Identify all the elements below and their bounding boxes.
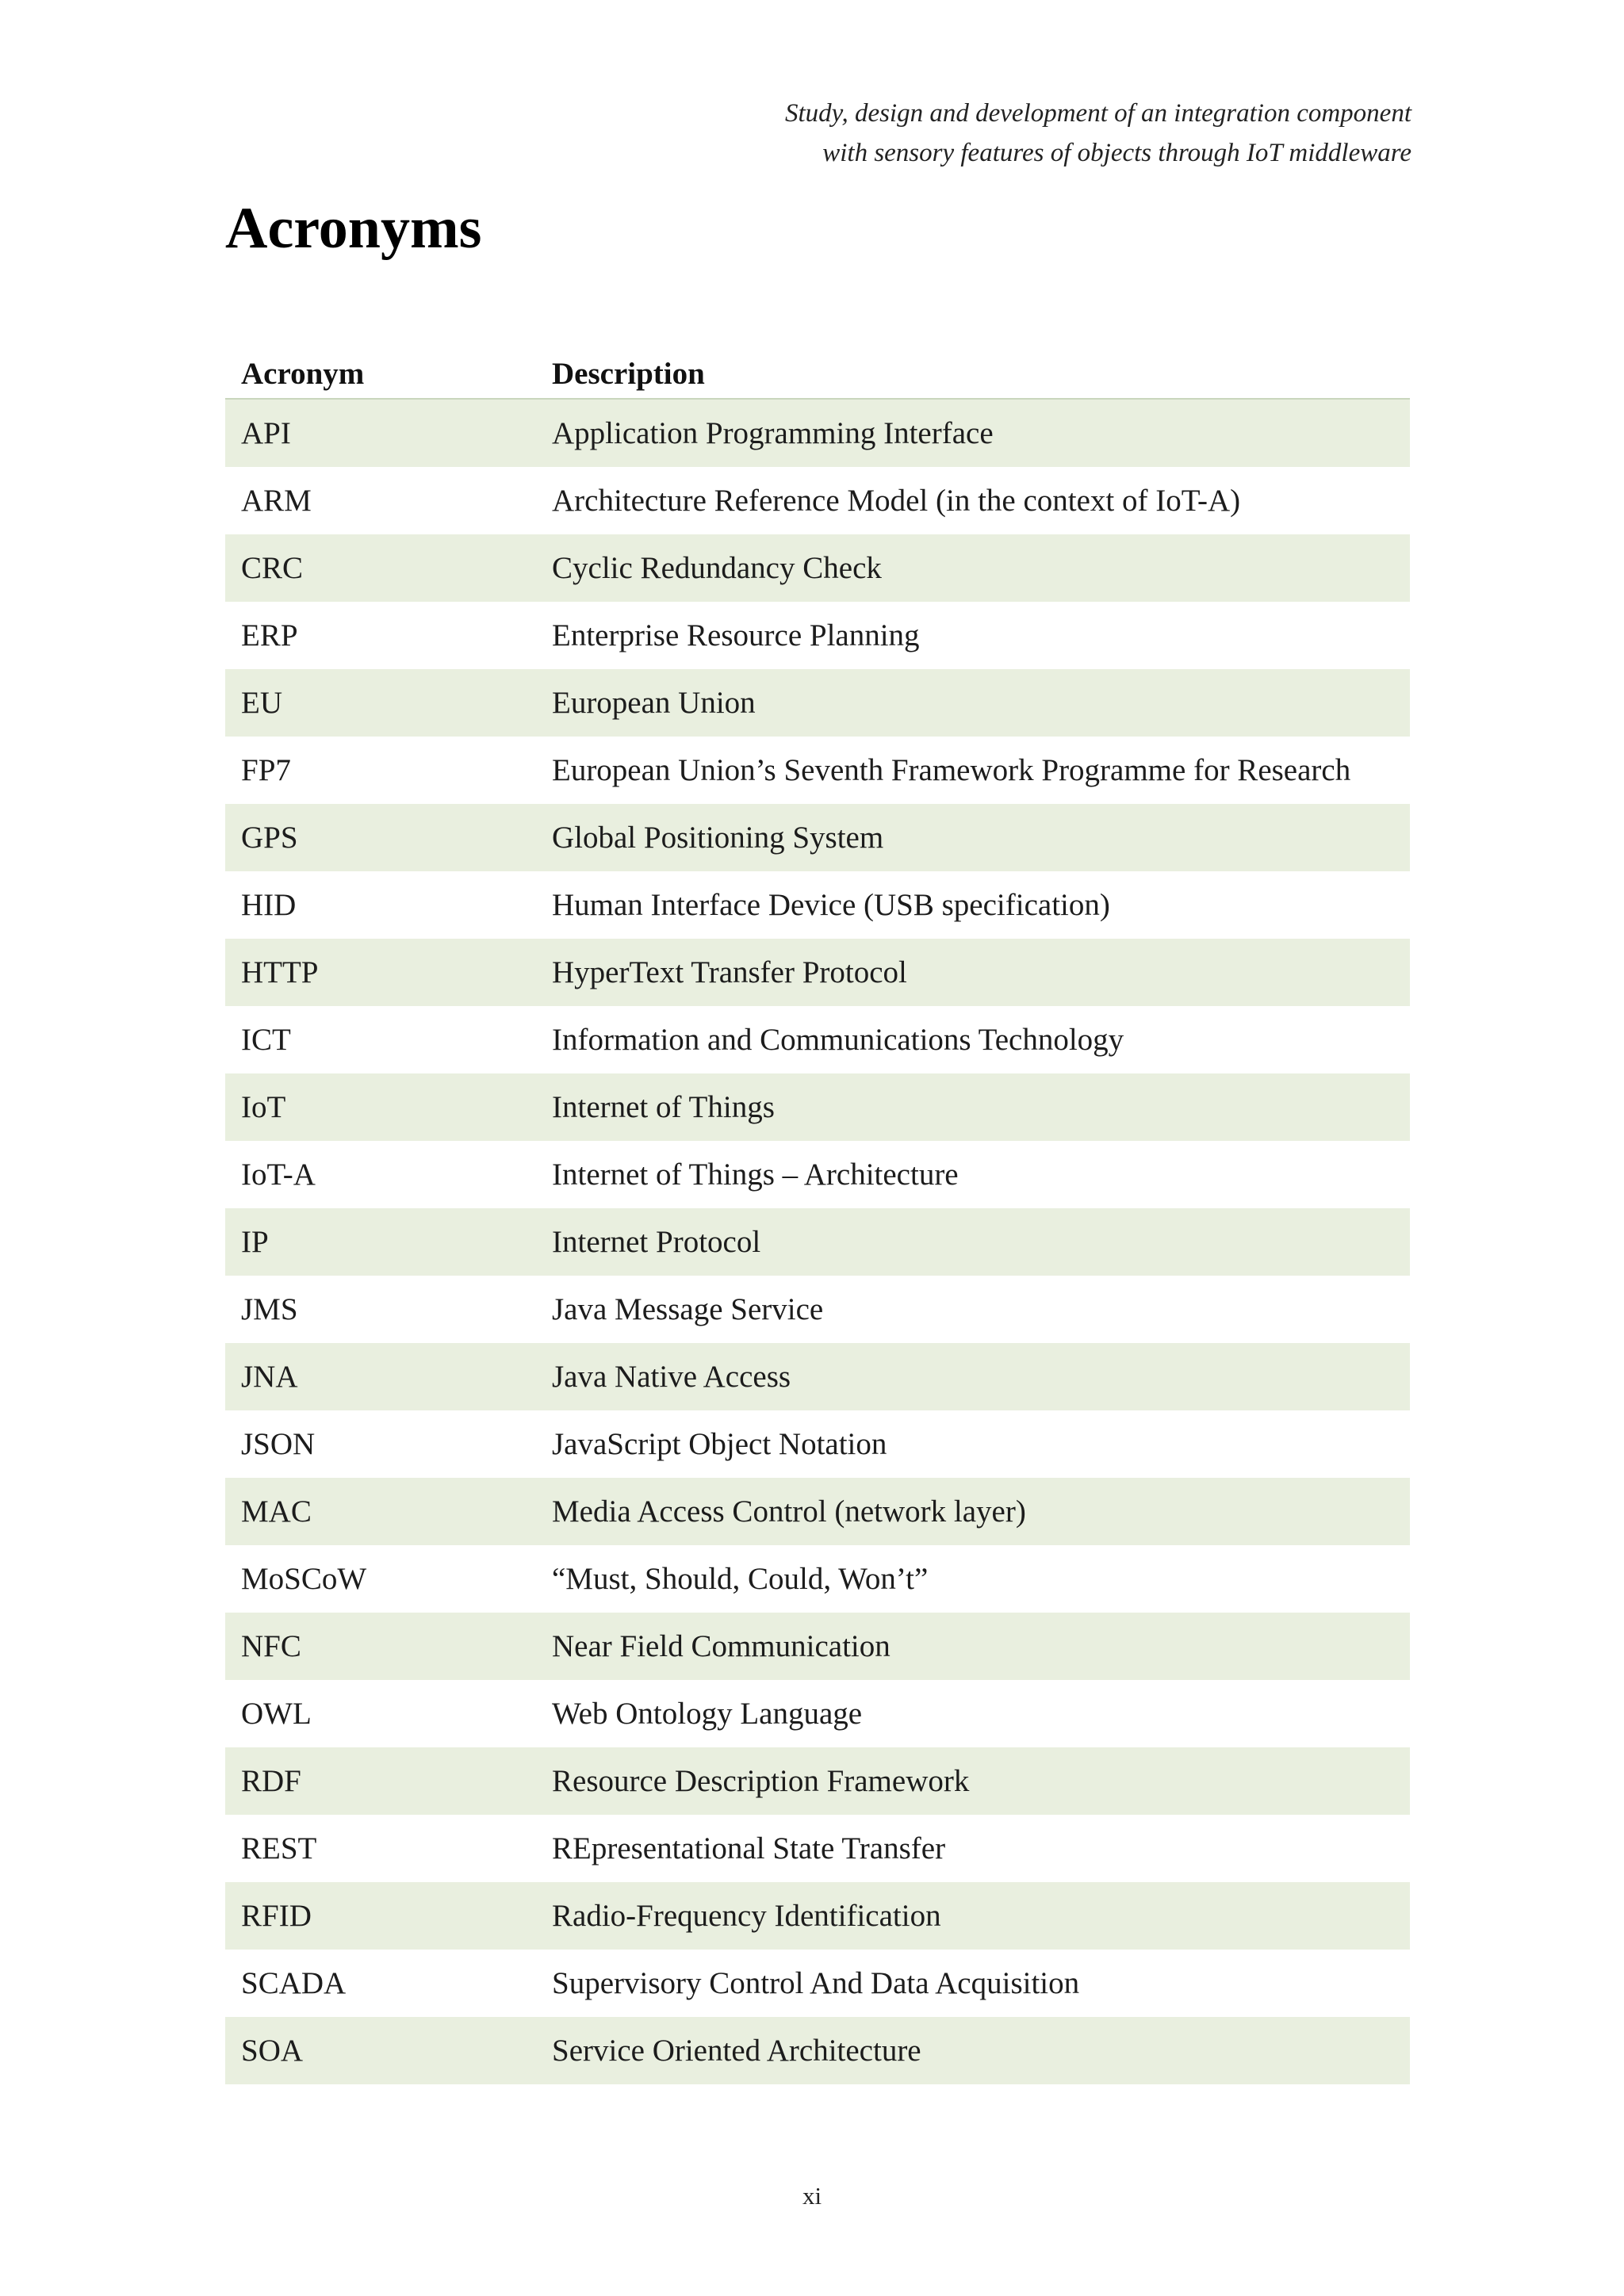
table-row [225, 737, 1410, 804]
description-cell: Application Programming Interface [536, 399, 1410, 467]
description-cell: Enterprise Resource Planning [536, 602, 1410, 669]
table-row [225, 871, 1410, 939]
description-cell: REpresentational State Transfer [536, 1815, 1410, 1882]
running-header-line-2: with sensory features of objects through IoT middleware [822, 139, 1411, 167]
table-row [225, 399, 1410, 467]
acronym-table [225, 335, 1410, 2084]
description-cell: “Must, Should, Could, Won’t” [536, 1545, 1410, 1613]
acronym-cell: CRC [225, 534, 536, 602]
table-header-row [225, 335, 1410, 399]
description-cell: Internet of Things [536, 1073, 1410, 1141]
table-row [225, 1276, 1410, 1343]
description-cell: HyperText Transfer Protocol [536, 939, 1410, 1006]
description-cell: Supervisory Control And Data Acquisition [536, 1950, 1410, 2017]
description-cell: Radio-Frequency Identification [536, 1882, 1410, 1950]
description-cell: Web Ontology Language [536, 1680, 1410, 1747]
running-header-line-1: Study, design and development of an integration component [784, 99, 1411, 128]
table-row [225, 1950, 1410, 2017]
acronym-cell: RFID [225, 1882, 536, 1950]
table-row [225, 534, 1410, 602]
description-cell: Service Oriented Architecture [536, 2017, 1410, 2084]
acronym-cell: OWL [225, 1680, 536, 1747]
table-row [225, 1410, 1410, 1478]
table-row [225, 804, 1410, 871]
acronym-cell: EU [225, 669, 536, 737]
acronym-cell: JMS [225, 1276, 536, 1343]
description-cell: Internet of Things – Architecture [536, 1141, 1410, 1208]
acronym-cell: REST [225, 1815, 536, 1882]
acronym-cell: IoT [225, 1073, 536, 1141]
description-cell: Resource Description Framework [536, 1747, 1410, 1815]
description-cell: European Union [536, 669, 1410, 737]
description-cell: European Union’s Seventh Framework Programme for Research [536, 737, 1410, 804]
column-header-acronym: Acronym [225, 335, 536, 399]
acronym-cell: HTTP [225, 939, 536, 1006]
description-cell: Media Access Control (network layer) [536, 1478, 1410, 1545]
running-header [460, 94, 1411, 173]
description-cell: Information and Communications Technology [536, 1006, 1410, 1073]
acronym-cell: ICT [225, 1006, 536, 1073]
page-number: xi [802, 2182, 822, 2210]
acronym-cell: MAC [225, 1478, 536, 1545]
acronym-cell: IP [225, 1208, 536, 1276]
table-row [225, 1478, 1410, 1545]
acronym-cell: ERP [225, 602, 536, 669]
table-row [225, 669, 1410, 737]
acronym-cell: MoSCoW [225, 1545, 536, 1613]
acronym-cell: JNA [225, 1343, 536, 1410]
acronym-cell: FP7 [225, 737, 536, 804]
table-row [225, 1747, 1410, 1815]
table-row [225, 1208, 1410, 1276]
table-row [225, 1613, 1410, 1680]
column-header-description: Description [536, 335, 1410, 399]
acronym-cell: IoT-A [225, 1141, 536, 1208]
acronym-cell: ARM [225, 467, 536, 534]
acronym-cell: API [225, 399, 536, 467]
table-row [225, 939, 1410, 1006]
table-row [225, 602, 1410, 669]
table-body [225, 399, 1410, 2084]
description-cell: Java Native Access [536, 1343, 1410, 1410]
table-row [225, 467, 1410, 534]
acronym-cell: JSON [225, 1410, 536, 1478]
table-row [225, 1006, 1410, 1073]
table-row [225, 1545, 1410, 1613]
description-cell: Architecture Reference Model (in the context of IoT-A) [536, 467, 1410, 534]
description-cell: Global Positioning System [536, 804, 1410, 871]
table-row [225, 1882, 1410, 1950]
page-title: Acronyms [225, 196, 482, 261]
acronym-cell: HID [225, 871, 536, 939]
table-row [225, 1815, 1410, 1882]
acronym-cell: GPS [225, 804, 536, 871]
table-row [225, 1680, 1410, 1747]
acronym-cell: SOA [225, 2017, 536, 2084]
description-cell: Cyclic Redundancy Check [536, 534, 1410, 602]
description-cell: Near Field Communication [536, 1613, 1410, 1680]
acronym-cell: NFC [225, 1613, 536, 1680]
description-cell: Java Message Service [536, 1276, 1410, 1343]
description-cell: Human Interface Device (USB specification) [536, 871, 1410, 939]
acronym-cell: RDF [225, 1747, 536, 1815]
description-cell: Internet Protocol [536, 1208, 1410, 1276]
description-cell: JavaScript Object Notation [536, 1410, 1410, 1478]
acronym-cell: SCADA [225, 1950, 536, 2017]
table-row [225, 1141, 1410, 1208]
table-row [225, 2017, 1410, 2084]
table-row [225, 1343, 1410, 1410]
table-row [225, 1073, 1410, 1141]
